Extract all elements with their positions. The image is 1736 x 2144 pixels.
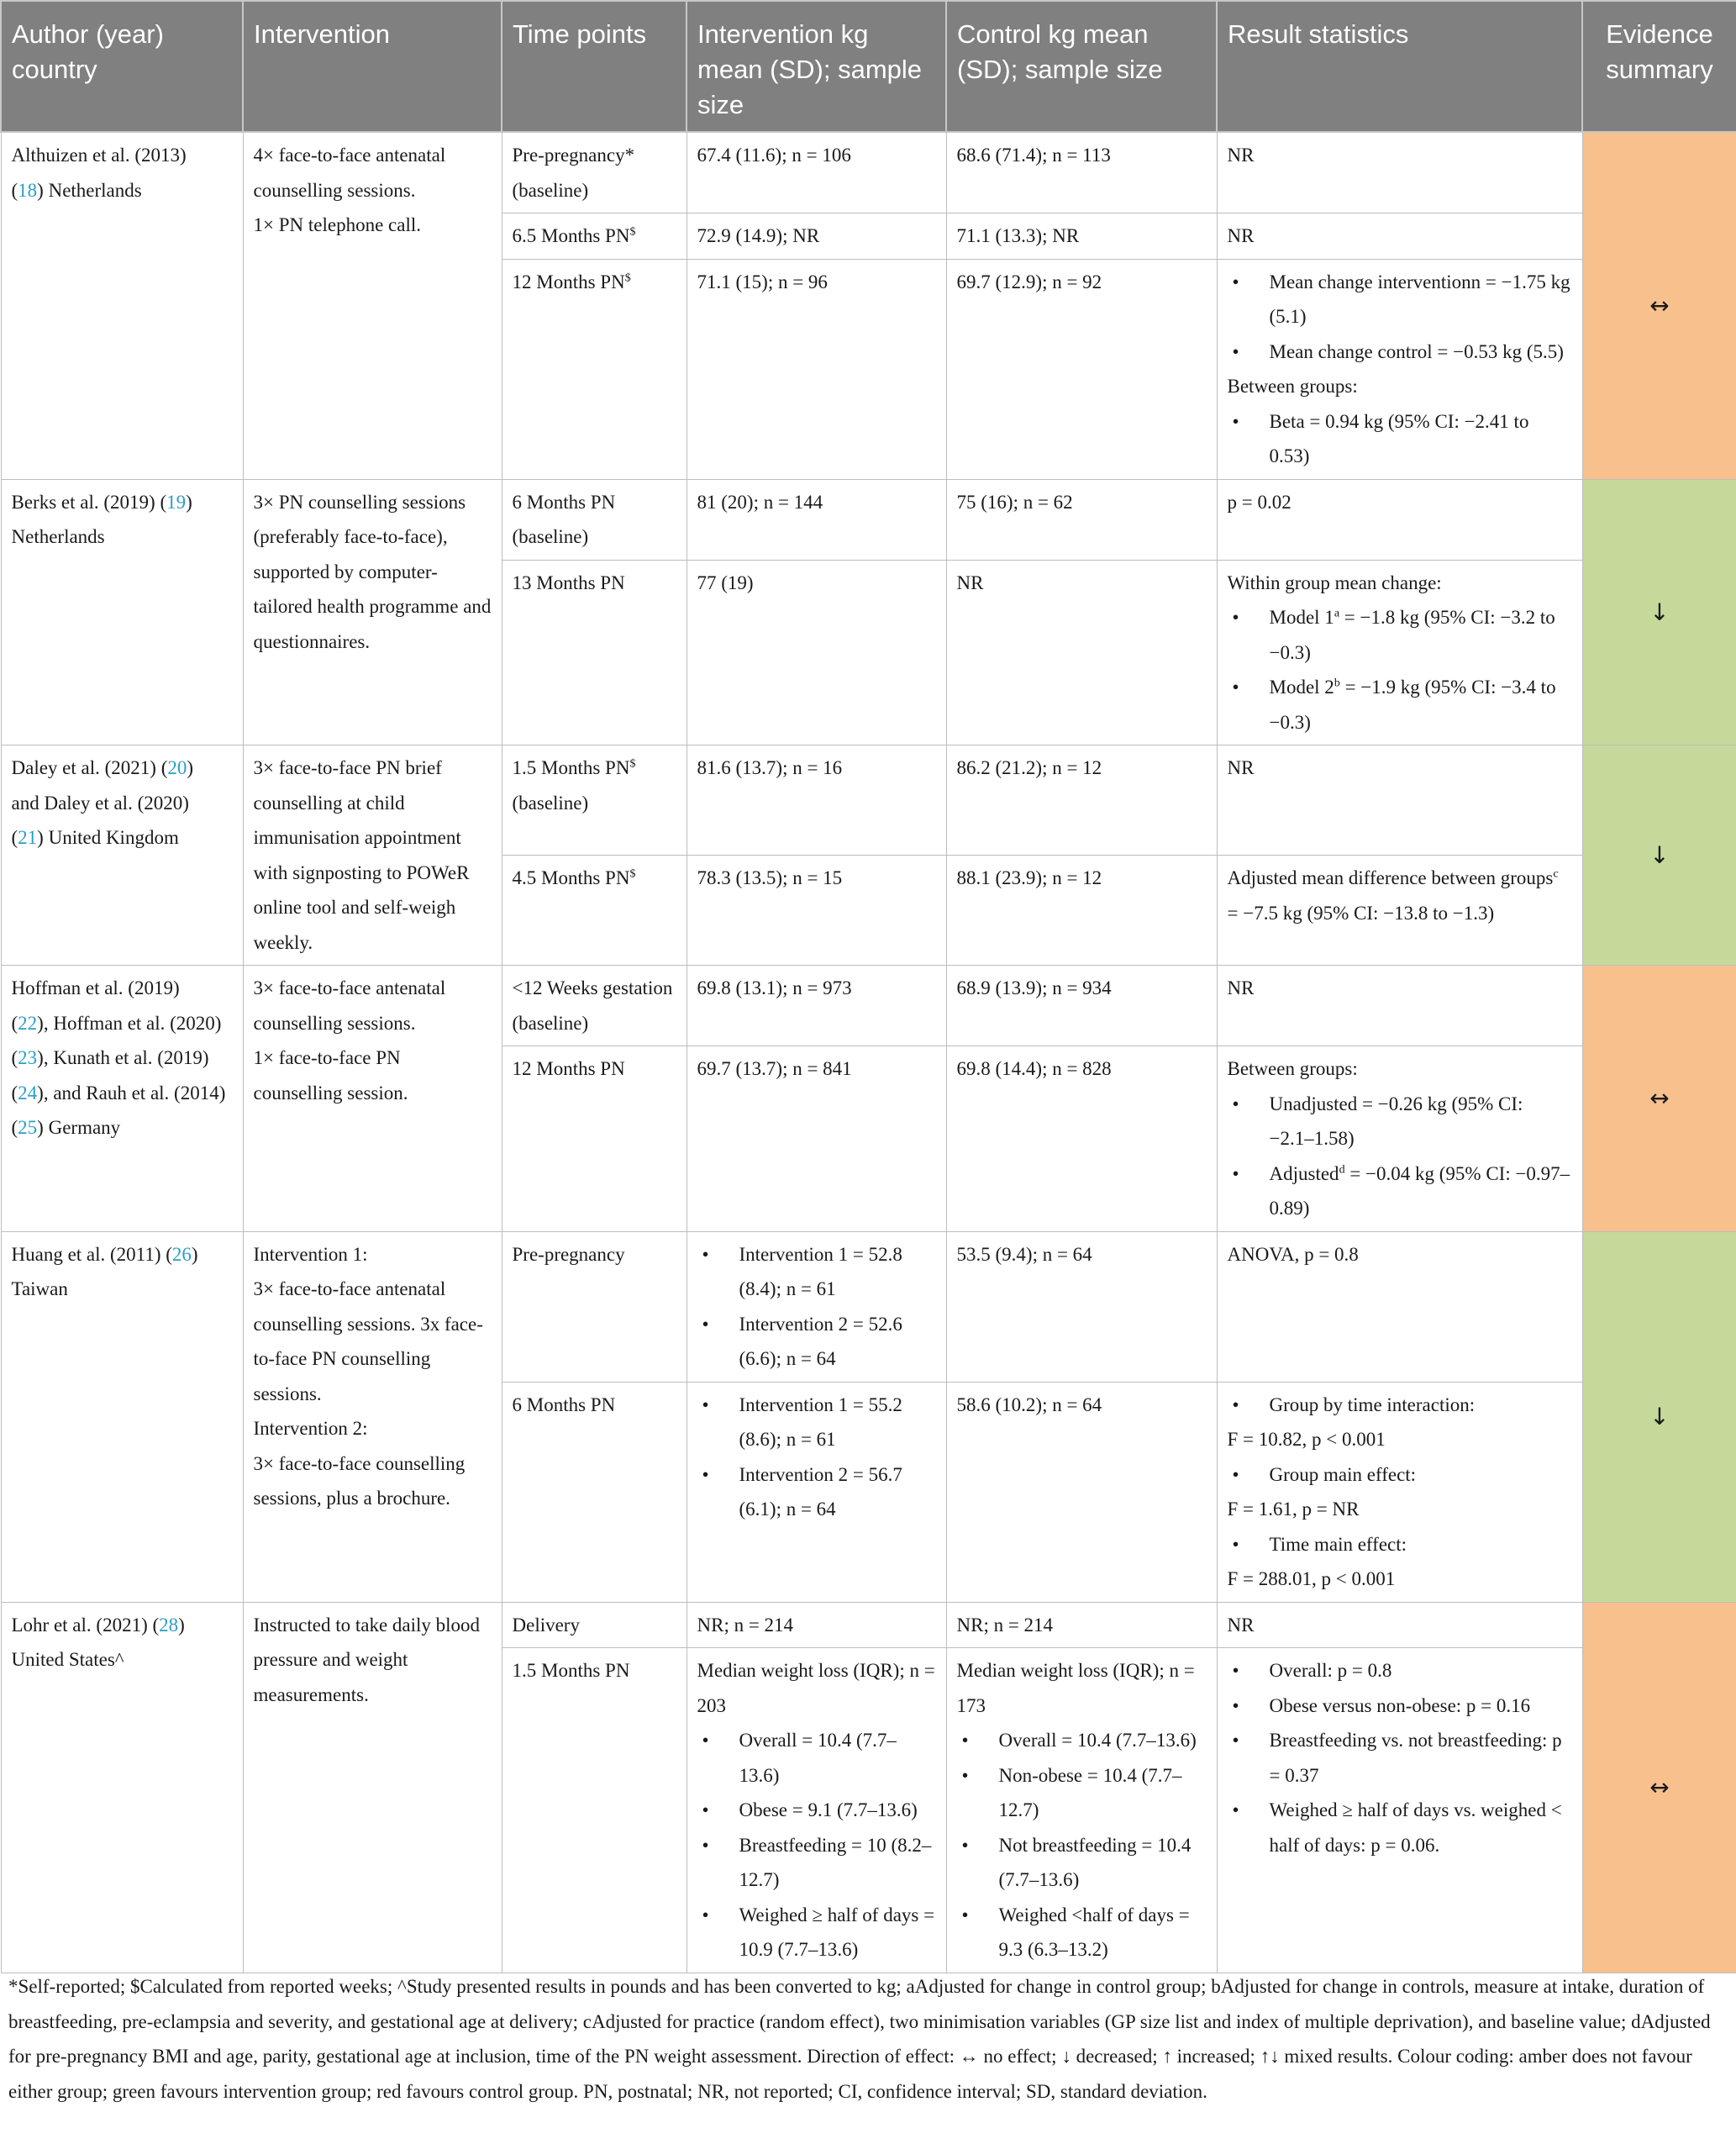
author-cell: Daley et al. (2021) (20) and Daley et al. (2020) (21) United Kingdom — [1, 745, 243, 966]
table-row — [1, 745, 1736, 856]
result-cell: NR — [1217, 966, 1582, 1046]
header-intervention: Intervention — [243, 1, 502, 132]
evidence-cell: ↔ — [1582, 132, 1736, 479]
timepoint-cell: 6 Months PN — [502, 1382, 687, 1602]
control-value: 68.9 (13.9); n = 934 — [946, 966, 1217, 1046]
intervention-value: 78.3 (13.5); n = 15 — [687, 856, 946, 966]
author-cell: Hoffman et al. (2019) (22), Hoffman et al. (2020) (23), Kunath et al. (2019) (24), and Rauh et al. (2014) (25) Germany — [1, 966, 243, 1232]
timepoint-cell: Pre-pregnancy* (baseline) — [502, 132, 687, 213]
result-cell: Within group mean change: • Model $1^a = -1.8$ kg (95% CI: −3.2 to −0.3) • Model $2^b = -1.9$ kg (95% CI: −3.4 to −0.3) — [1217, 560, 1582, 745]
timepoint-cell: 12 Months PN$ — [502, 259, 687, 479]
control-value: 58.6 (10.2); n = 64 — [946, 1382, 1217, 1602]
result-cell: NR — [1217, 745, 1582, 856]
result-cell: • Mean change interventionn = −1.75 kg (5.1) • Mean change control = −0.53 kg (5.5) Between groups: • Beta = 0.94 kg (95% CI: −2.41 to 0.53) — [1217, 259, 1582, 479]
result-cell: • Group by time interaction: F = 10.82, p < 0.001 • Group main effect: F = 1.61, p = NR • Time main effect: F = 288.01, p < 0.001 — [1217, 1382, 1582, 1602]
result-cell: Between groups: • Unadjusted = −0.26 kg (95% CI: −2.1–1.58) • Adjusted$^d$ = −0.04 kg (95% CI: −0.97–0.89) — [1217, 1046, 1582, 1232]
result-cell: • Overall: p = 0.8 • Obese versus non-obese: p = 0.16 • Breastfeeding vs. not breastfeeding: p = 0.37 • Weighed ≥ half of days vs. weighed < half of days: p = 0.06. — [1217, 1648, 1582, 1973]
result-cell: p = 0.02 — [1217, 479, 1582, 560]
timepoint-cell: 12 Months PN — [502, 1046, 687, 1232]
intervention-cell: 3× face-to-face PN brief counselling at child immunisation appointment with signposting to POWeR online tool and self-weigh weekly. — [243, 745, 502, 966]
reference-link[interactable]: 26 — [171, 1243, 192, 1265]
control-value: 69.7 (12.9); n = 92 — [946, 259, 1217, 479]
control-value: 69.8 (14.4); n = 828 — [946, 1046, 1217, 1232]
reference-link[interactable]: 21 — [18, 827, 38, 848]
timepoint-cell: <12 Weeks gestation (baseline) — [502, 966, 687, 1046]
intervention-value: 81.6 (13.7); n = 16 — [687, 745, 946, 856]
header-timepoints: Time points — [502, 1, 687, 132]
table-row — [1, 479, 1736, 560]
author-cell: Althuizen et al. (2013) (18) Netherlands — [1, 132, 243, 479]
reference-link[interactable]: 28 — [159, 1614, 179, 1636]
intervention-cell: 3× PN counselling sessions (preferably face-to-face), supported by computer-tailored health programme and questionnaires. — [243, 479, 502, 745]
header-intervention-mean: Intervention kg mean (SD); sample size — [687, 1, 946, 132]
intervention-cell: 4× face-to-face antenatal counselling sessions. 1× PN telephone call. — [243, 132, 502, 479]
reference-link[interactable]: 22 — [18, 1012, 38, 1034]
result-cell: NR — [1217, 1602, 1582, 1648]
timepoint-cell: Delivery — [502, 1602, 687, 1648]
reference-link[interactable]: 24 — [18, 1082, 38, 1104]
header-results: Result statistics — [1217, 1, 1582, 132]
result-cell: ANOVA, p = 0.8 — [1217, 1231, 1582, 1382]
intervention-value: 69.7 (13.7); n = 841 — [687, 1046, 946, 1232]
header-row — [1, 1, 1736, 132]
timepoint-cell: 4.5 Months PN$ — [502, 856, 687, 966]
control-value: Median weight loss (IQR); n = 173 • Overall = 10.4 (7.7–13.6) • Non-obese = 10.4 (7.7–12.7) • Not breastfeeding = 10.4 (7.7–13.6) • Weighed <half of days = 9.3 (6.3–13.2) — [946, 1648, 1217, 1973]
intervention-value: Median weight loss (IQR); n = 203 • Overall = 10.4 (7.7–13.6) • Obese = 9.1 (7.7–13.6) • Breastfeeding = 10 (8.2–12.7) • Weighed ≥ half of days = 10.9 (7.7–13.6) — [687, 1648, 946, 1973]
timepoint-cell: 6 Months PN (baseline) — [502, 479, 687, 560]
intervention-value: 69.8 (13.1); n = 973 — [687, 966, 946, 1046]
control-value: 71.1 (13.3); NR — [946, 213, 1217, 260]
evidence-cell: ↓ — [1582, 479, 1736, 745]
result-cell: NR — [1217, 213, 1582, 260]
control-value: 88.1 (23.9); n = 12 — [946, 856, 1217, 966]
intervention-value: 77 (19) — [687, 560, 946, 745]
control-value: NR; n = 214 — [946, 1602, 1217, 1648]
control-value: 75 (16); n = 62 — [946, 479, 1217, 560]
intervention-value: 67.4 (11.6); n = 106 — [687, 132, 946, 213]
header-evidence: Evidence summary — [1582, 1, 1736, 132]
intervention-cell: Instructed to take daily blood pressure and weight measurements. — [243, 1602, 502, 1973]
author-cell: Huang et al. (2011) (26) Taiwan — [1, 1231, 243, 1602]
control-value: 53.5 (9.4); n = 64 — [946, 1231, 1217, 1382]
intervention-cell: Intervention 1: 3× face-to-face antenatal counselling sessions. 3x face-to-face PN counselling sessions. Intervention 2: 3× face-to-face counselling sessions, plus a brochure. — [243, 1231, 502, 1602]
intervention-value: • Intervention 1 = 52.8 (8.4); n = 61 • Intervention 2 = 52.6 (6.6); n = 64 — [687, 1231, 946, 1382]
author-cell: Lohr et al. (2021) (28) United States^ — [1, 1602, 243, 1973]
timepoint-cell: 1.5 Months PN — [502, 1648, 687, 1973]
intervention-value: NR; n = 214 — [687, 1602, 946, 1648]
table-row — [1, 132, 1736, 213]
timepoint-cell: Pre-pregnancy — [502, 1231, 687, 1382]
control-value: NR — [946, 560, 1217, 745]
table-row — [1, 1602, 1736, 1648]
reference-link[interactable]: 23 — [18, 1047, 38, 1068]
intervention-value: 81 (20); n = 144 — [687, 479, 946, 560]
timepoint-cell: 6.5 Months PN$ — [502, 213, 687, 260]
evidence-cell: ↓ — [1582, 745, 1736, 966]
table-row — [1, 966, 1736, 1046]
intervention-cell: 3× face-to-face antenatal counselling sessions. 1× face-to-face PN counselling session. — [243, 966, 502, 1232]
table-footnote: *Self-reported; $Calculated from reported weeks; ^Study presented results in pounds and has been converted to kg; aAdjusted for change in control group; bAdjusted for change in controls, measure at intake, duration of breastfeeding, pre-eclampsia and severity, and gestational age at delivery; cAdjusted for practice (random effect), two minimisation variables (GP size list and index of multiple deprivation), and baseline value; dAdjusted for pre-pregnancy BMI and age, parity, gestational age at inclusion, time of the PN weight assessment. Direction of effect: ↔ no effect; ↓ decreased; ↑ increased; ↑↓ mixed results. Colour coding: amber does not favour either group; green favours intervention group; red favours control group. PN, postnatal; NR, not reported; CI, confidence interval; SD, standard deviation. — [8, 1976, 1711, 2102]
control-value: 68.6 (71.4); n = 113 — [946, 132, 1217, 213]
header-author: Author (year) country — [1, 1, 243, 132]
result-cell: Adjusted mean difference between groups$^c$ = −7.5 kg (95% CI: −13.8 to −1.3) — [1217, 856, 1582, 966]
control-value: 86.2 (21.2); n = 12 — [946, 745, 1217, 856]
reference-link[interactable]: 25 — [18, 1117, 38, 1138]
intervention-value: 72.9 (14.9); NR — [687, 213, 946, 260]
reference-link[interactable]: 20 — [167, 757, 187, 778]
reference-link[interactable]: 19 — [166, 491, 187, 513]
intervention-value: • Intervention 1 = 55.2 (8.6); n = 61 • Intervention 2 = 56.7 (6.1); n = 64 — [687, 1382, 946, 1602]
evidence-cell: ↔ — [1582, 966, 1736, 1232]
timepoint-cell: 1.5 Months PN$ (baseline) — [502, 745, 687, 856]
evidence-cell: ↔ — [1582, 1602, 1736, 1973]
reference-link[interactable]: 18 — [18, 179, 38, 201]
header-control-mean: Control kg mean (SD); sample size — [946, 1, 1217, 132]
result-cell: NR — [1217, 132, 1582, 213]
evidence-cell: ↓ — [1582, 1231, 1736, 1602]
timepoint-cell: 13 Months PN — [502, 560, 687, 745]
table-row — [1, 1231, 1736, 1382]
author-cell: Berks et al. (2019) (19) Netherlands — [1, 479, 243, 745]
intervention-value: 71.1 (15); n = 96 — [687, 259, 946, 479]
